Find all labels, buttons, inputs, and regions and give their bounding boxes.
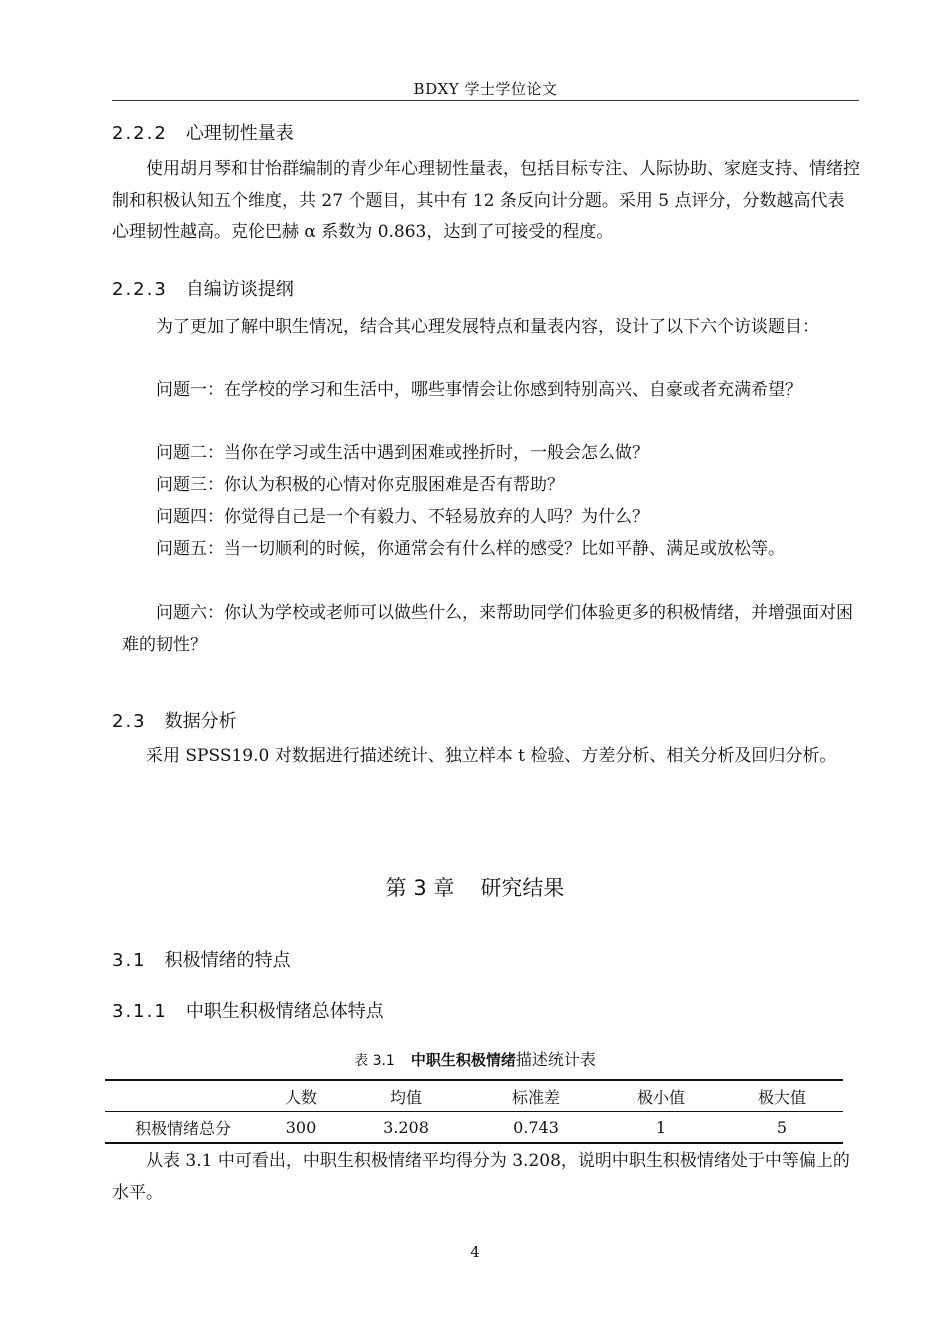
heading-number: 2.3 <box>112 711 147 732</box>
heading-title: 自编访谈提纲 <box>185 279 294 300</box>
heading-title: 中职生积极情绪总体特点 <box>185 1001 384 1022</box>
heading-2-3 <box>112 707 237 733</box>
heading-3-1 <box>112 946 291 972</box>
heading-number: 2.2.2 <box>112 123 168 144</box>
interview-question-2: 问题二：当你在学习或生活中遇到困难或挫折时，一般会怎么做？ <box>156 443 649 463</box>
table-header-cell: 极小值 <box>636 1087 685 1107</box>
paragraph-table-conclusion: 从表 3.1 中可看出，中职生积极情绪平均得分为 3.208，说明中职生积极情绪处于中等偏上的水平。 <box>112 1151 850 1203</box>
table-header-cell: 均值 <box>389 1087 422 1107</box>
heading-2-2-3 <box>112 275 294 301</box>
heading-title: 数据分析 <box>164 711 237 732</box>
table-header-cell: 极大值 <box>757 1087 806 1107</box>
table-header-row <box>105 1080 843 1112</box>
interview-question-6: 问题六：你认为学校或老师可以做些什么，来帮助同学们体验更多的积极情绪，并增强面对困难的韧性？ <box>122 603 853 655</box>
table-cell: 1 <box>655 1117 667 1137</box>
interview-question-4: 问题四：你觉得自己是一个有毅力、不轻易放弃的人吗？为什么？ <box>156 507 649 527</box>
heading-title: 心理韧性量表 <box>185 123 294 144</box>
heading-title: 积极情绪的特点 <box>164 950 291 971</box>
heading-number: 3.1 <box>112 950 147 971</box>
heading-number: 2.2.3 <box>112 279 168 300</box>
table-header-cell <box>105 1080 261 1112</box>
table-caption <box>0 1047 950 1070</box>
interview-question-1: 问题一：在学校的学习和生活中，哪些事情会让你感到特别高兴、自豪或者充满希望？ <box>156 380 802 400</box>
paragraph-data-analysis: 采用 SPSS19.0 对数据进行描述统计、独立样本 t 检验、方差分析、相关分析及回归分析。 <box>146 746 837 766</box>
paragraph-resilience-scale: 使用胡月琴和甘怡群编制的青少年心理韧性量表，包括目标专注、人际协助、家庭支持、情绪控制和积极认知五个维度，共 27 个题目，其中有 12 条反向计分题。采用 5 点评分，分数越高代表心理韧性越高。克伦巴赫 α 系数为 0.863，达到了可接受的程度。 <box>112 159 860 242</box>
table-cell: 3.208 <box>383 1117 429 1137</box>
header-rule <box>112 100 859 101</box>
table-cell: 0.743 <box>513 1117 559 1137</box>
table-cell: 5 <box>776 1117 788 1137</box>
table-header-cell: 人数 <box>284 1087 317 1107</box>
interview-question-3: 问题三：你认为积极的心情对你克服困难是否有帮助？ <box>156 475 564 495</box>
running-header: BDXY 学士学位论文 <box>413 80 558 98</box>
caption-number: 表 3.1 <box>354 1053 395 1069</box>
heading-number: 3.1.1 <box>112 1001 168 1022</box>
caption-bold-text: 中职生积极情绪 <box>410 1051 516 1069</box>
paragraph-interview-intro: 为了更加了解中职生情况，结合其心理发展特点和量表内容，设计了以下六个访谈题目： <box>156 317 819 337</box>
chapter-name: 研究结果 <box>480 876 565 900</box>
table-row <box>105 1112 843 1144</box>
heading-3-1-1 <box>112 997 384 1023</box>
interview-question-5: 问题五：当一切顺利的时候，你通常会有什么样的感受？比如平静、满足或放松等。 <box>156 539 785 559</box>
table-header-cell: 标准差 <box>511 1087 560 1107</box>
table-cell: 300 <box>285 1117 317 1137</box>
chapter-title <box>0 872 950 902</box>
descriptive-stats-table <box>105 1079 843 1144</box>
heading-2-2-2 <box>112 119 294 145</box>
page-number: 4 <box>470 1243 480 1261</box>
table-cell: 积极情绪总分 <box>134 1118 231 1138</box>
chapter-number: 第 3 章 <box>385 876 455 900</box>
caption-rest-text: 描述统计表 <box>515 1050 596 1069</box>
